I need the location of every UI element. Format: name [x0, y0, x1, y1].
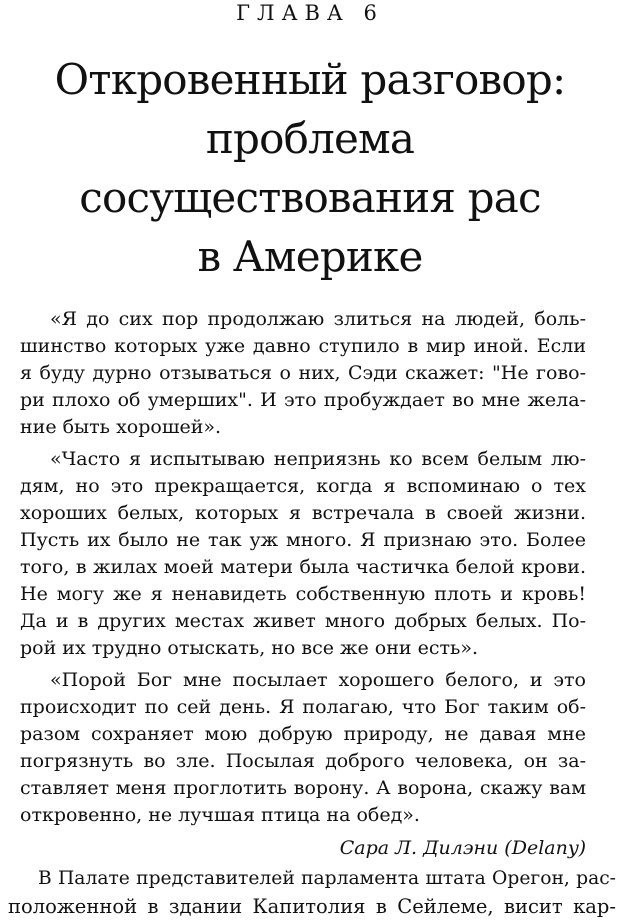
text-line: хороших белых, которых я встречала в своей жизни.: [20, 502, 586, 524]
text-line: Да и в других местах живет много добрых белых. По-: [20, 610, 586, 632]
text-line: Пусть их было не так уж много. Я признаю это. Более: [20, 529, 586, 551]
text-line: того, в жилах моей матери была частичка белой крови.: [20, 556, 586, 578]
text-line: откровенно, не лучшая птица на обед».: [20, 804, 420, 826]
text-line: шинство которых уже давно ступило в мир иной. Если: [20, 335, 586, 357]
chapter-title: [0, 50, 620, 286]
text-line: «Часто я испытываю неприязнь ко всем белым лю-: [50, 448, 586, 470]
text-line: «Порой Бог мне посылает хорошего белого, и это: [50, 669, 586, 691]
text-line: рой их трудно отыскать, но все же они есть».: [20, 637, 479, 659]
text-line: Не могу же я ненавидеть собственную плоть и кровь!: [20, 583, 586, 605]
text-line: погрязнуть во зле. Посылая доброго человека, он за-: [20, 750, 586, 772]
text-line: разом сохраняет мою добрую природу, не давая мне: [20, 723, 586, 745]
chapter-title-line: сосуществования рас: [79, 173, 541, 222]
chapter-label: ГЛАВА 6: [236, 1, 384, 25]
chapter-title-line: Откровенный разговор:: [54, 55, 566, 104]
body-paragraph: [8, 865, 616, 921]
text-line: В Палате представителей парламента штата Орегон, рас-: [38, 868, 616, 889]
epigraph: [20, 306, 586, 862]
epigraph-attribution: Сара Л. Дилэни (Delany): [339, 837, 586, 859]
chapter-title-line: в Америке: [197, 232, 423, 281]
text-line: дям, но это прекращается, когда я вспоминаю о тех: [20, 475, 586, 497]
text-line: я буду дурно отзываться о них, Сэди скажет: "Не гово-: [20, 362, 586, 384]
text-line: происходит по сей день. Я полагаю, что Бог таким об-: [20, 696, 586, 718]
text-line: положенной в здании Капитолия в Сейлеме, висит кар-: [8, 895, 616, 918]
chapter-title-line: проблема: [205, 114, 415, 163]
text-line: ри плохо об умерших". И это пробуждает во мне жела-: [20, 389, 586, 411]
text-line: «Я до сих пор продолжаю злиться на людей, боль-: [50, 308, 586, 330]
epigraph-paragraph: [20, 446, 586, 662]
text-line: ставляет меня проглотить ворону. А ворона, скажу вам: [20, 777, 586, 799]
text-line: ние быть хорошей».: [20, 416, 222, 438]
epigraph-paragraph: [20, 306, 586, 441]
epigraph-paragraph: [20, 667, 586, 829]
